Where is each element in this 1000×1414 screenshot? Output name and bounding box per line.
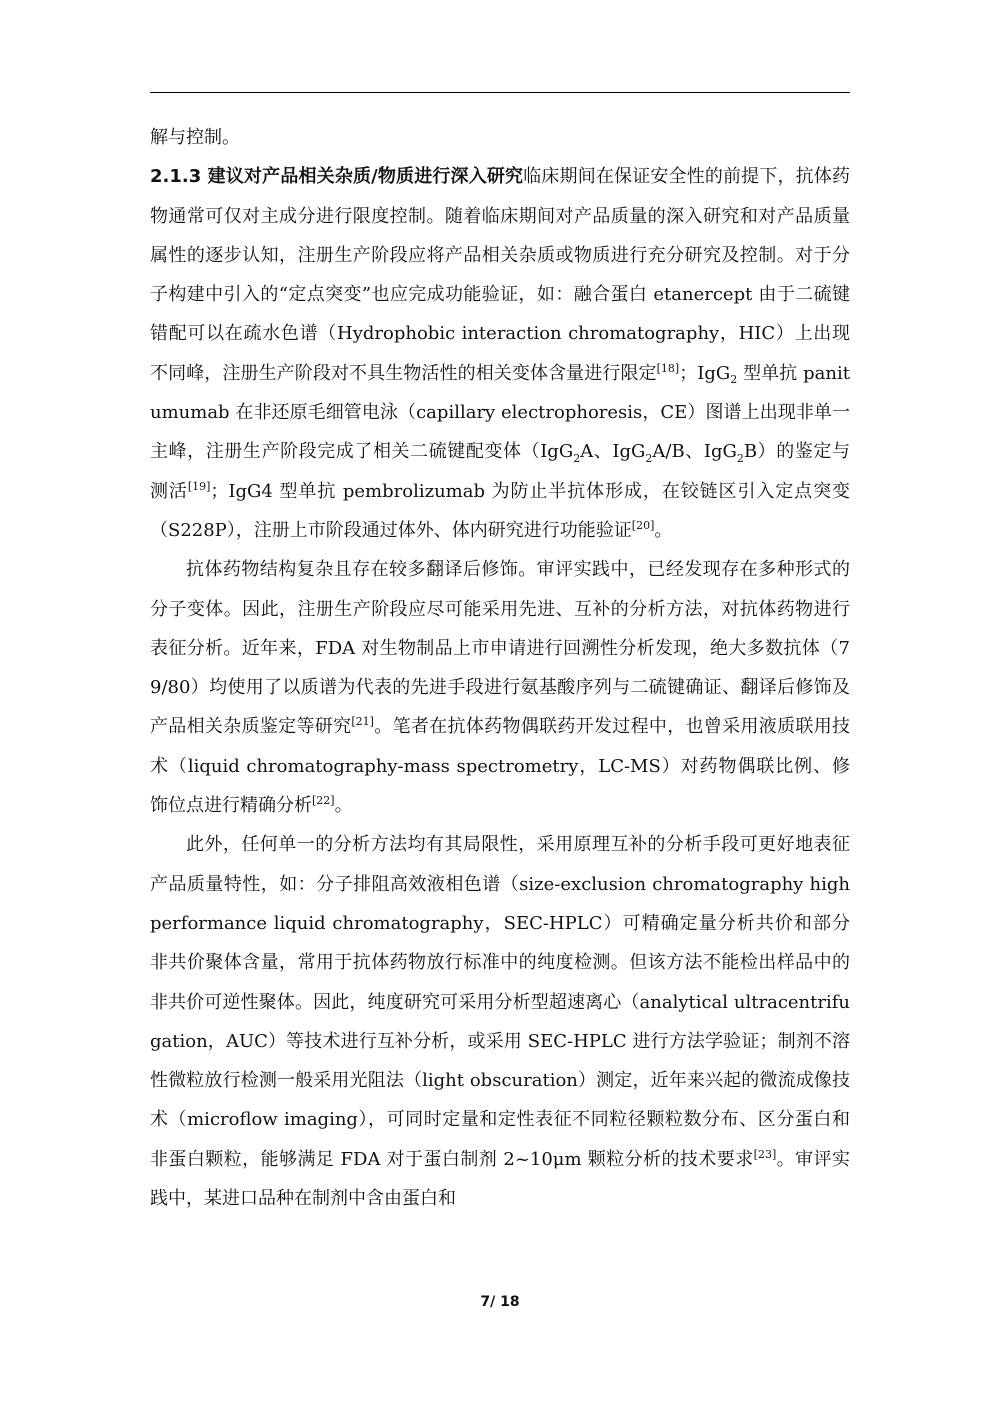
citation-21: [21] bbox=[351, 715, 374, 729]
citation-23: [23] bbox=[753, 1147, 777, 1161]
paragraph-text: B）的鉴定与测活 bbox=[150, 441, 851, 502]
paragraph-text: ；IgG4 型单抗 pembrolizumab 为防止半抗体形成，在铰链区引入定点突变（S228P），注册上市阶段通过体外、体内研究进行功能验证 bbox=[150, 480, 851, 541]
section-paragraph-3 bbox=[150, 825, 850, 1218]
paragraph-text: 。 bbox=[334, 795, 353, 817]
paragraph-text: A/B、IgG bbox=[652, 441, 737, 463]
subscript: 2 bbox=[573, 451, 581, 465]
page-body bbox=[150, 118, 850, 1218]
citation-19: [19] bbox=[187, 479, 211, 493]
subscript: 2 bbox=[736, 451, 744, 465]
citation-18: [18] bbox=[656, 361, 680, 375]
paragraph-text: ；IgG bbox=[679, 362, 731, 384]
citation-20: [20] bbox=[631, 518, 655, 532]
paragraph-text: 。笔者在抗体药物偶联药开发过程中，也曾采用液质联用技术（liquid chromatography-mass spectrometry，LC-MS）对药物偶联比例、修饰位点进行精确分析 bbox=[150, 716, 850, 817]
continuation-paragraph bbox=[150, 118, 850, 157]
section-paragraph-1 bbox=[150, 157, 850, 550]
citation-22: [22] bbox=[312, 794, 335, 808]
paragraph-text: 抗体药物结构复杂且存在较多翻译后修饰。审评实践中，已经发现存在多种形式的分子变体。因此，注册生产阶段应尽可能采用先进、互补的分析方法，对抗体药物进行表征分析。近年来，FDA 对生物制品上市申请进行回溯性分析发现，绝大多数抗体（79/80）均使用了以质谱为代表的先进手段进行氨基酸序列与二硫键确证、翻译后修饰及产品相关杂质鉴定等研究 bbox=[150, 559, 850, 738]
continuation-text: 解与控制。 bbox=[150, 127, 240, 148]
paragraph-text: 。 bbox=[654, 519, 673, 541]
section-heading: 2.1.3 建议对产品相关杂质/物质进行深入研究 bbox=[150, 166, 524, 188]
paragraph-text: A、IgG bbox=[580, 441, 646, 463]
subscript: 2 bbox=[730, 373, 738, 387]
paragraph-text: 临床期间在保证安全性的前提下，抗体药物通常可仅对主成分进行限度控制。随着临床期间对产品质量的深入研究和对产品质量属性的逐步认知，注册生产阶段应将产品相关杂质或物质进行充分研究及控制。对于分子构建中引入的“定点突变”也应完成功能验证，如：融合蛋白 etanercept 由于二硫键错配可以在疏水色谱（Hydrophobic interaction chromatography，HIC）上出现不同峰，注册生产阶段对不具生物活性的相关变体含量进行限定 bbox=[150, 166, 851, 384]
paragraph-text: 此外，任何单一的分析方法均有其局限性，采用原理互补的分析手段可更好地表征产品质量特性，如：分子排阻高效液相色谱（size-exclusion chromatography high performance liquid chromatography，SEC-HPLC）可精确定量分析共价和部分非共价聚体含量，常用于抗体药物放行标准中的纯度检测。但该方法不能检出样品中的非共价可逆性聚体。因此，纯度研究可采用分析型超速离心（analytical ultracentrifugation，AUC）等技术进行互补分析，或采用 SEC-HPLC 进行方法学验证；制剂不溶性微粒放行检测一般采用光阻法（light obscuration）测定，近年来兴起的微流成像技术（microflow imaging），可同时定量和定性表征不同粒径颗粒数分布、区分蛋白和非蛋白颗粒，能够满足 FDA 对于蛋白制剂 2~10μm 颗粒分析的技术要求 bbox=[150, 834, 850, 1170]
subscript: 2 bbox=[645, 451, 653, 465]
paragraph-text: 。审评实践中，某进口品种在制剂中含由蛋白和 bbox=[150, 1148, 850, 1210]
paragraph-text: 型单抗 panitumumab 在非还原毛细管电泳（capillary electrophoresis，CE）图谱上出现非单一主峰，注册生产阶段完成了相关二硫键配变体（IgG bbox=[150, 362, 851, 463]
section-paragraph-2 bbox=[150, 550, 850, 825]
page-number: 7/ 18 bbox=[480, 1294, 520, 1310]
header-rule bbox=[150, 92, 850, 93]
